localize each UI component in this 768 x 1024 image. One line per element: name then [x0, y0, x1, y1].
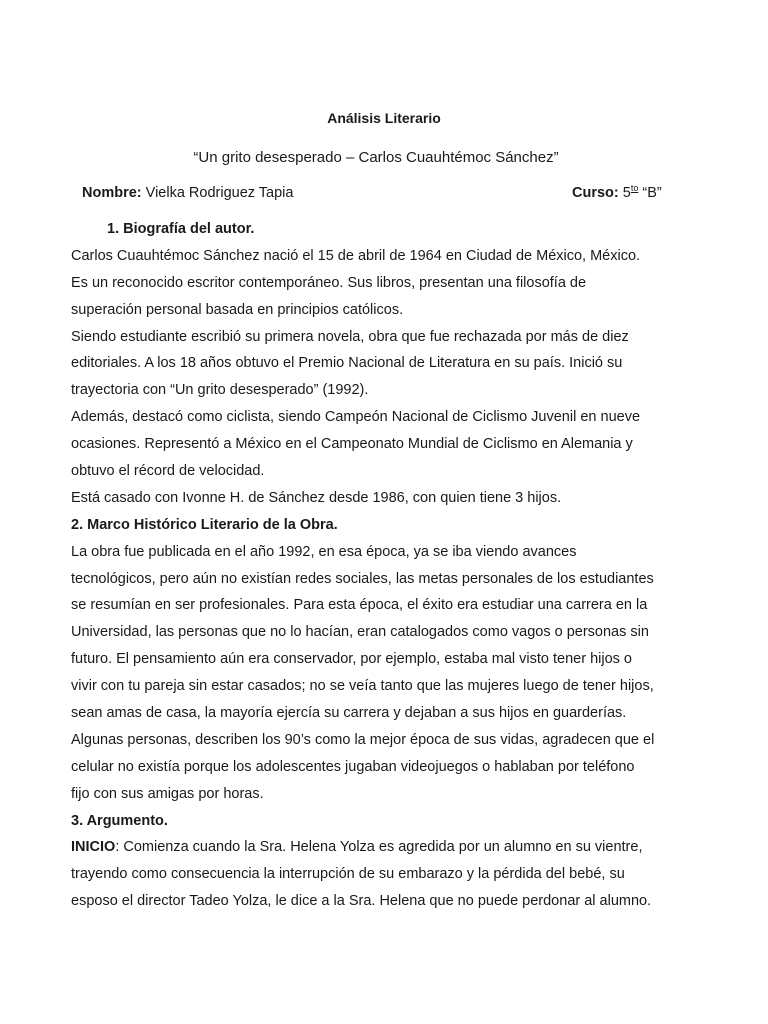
body-line: trayendo como consecuencia la interrupción de su embarazo y la pérdida del bebé, su [71, 866, 625, 883]
body-line: futuro. El pensamiento aún era conservador, por ejemplo, estaba mal visto tener hijos o [71, 651, 632, 668]
section-heading: 1. Biografía del autor. [107, 221, 255, 237]
body-line: fijo con sus amigas por horas. [71, 785, 264, 802]
body-line: se resumían en ser profesionales. Para esta época, el éxito era estudiar una carrera en la [71, 597, 648, 614]
body-line: tecnológicos, pero aún no existían redes sociales, las metas personales de los estudiantes [71, 570, 654, 587]
body-line: Universidad, las personas que no lo hacían, eran catalogados como vagos o personas sin [71, 624, 649, 641]
course-superscript: to [630, 183, 639, 193]
document-title: Análisis Literario [327, 110, 441, 126]
body-line: Carlos Cuauhtémoc Sánchez nació el 15 de abril de 1964 en Ciudad de México, México. [71, 247, 641, 264]
course-group: “B” [638, 185, 662, 201]
body-line: Está casado con Ivonne H. de Sánchez desde 1986, con quien tiene 3 hijos. [71, 489, 562, 506]
document-subtitle: “Un grito desesperado – Carlos Cuauhtémoc Sánchez” [193, 149, 559, 166]
body-line: esposo el director Tadeo Yolza, le dice a la Sra. Helena que no puede perdonar al alumno. [71, 893, 652, 910]
student-course [572, 185, 662, 201]
course-number: 5 [618, 185, 631, 201]
body-line: trayectoria con “Un grito desesperado” (1992). [71, 382, 369, 399]
body-line: superación personal basada en principios católicos. [71, 301, 404, 318]
body-line: Es un reconocido escritor contemporáneo. Sus libros, presentan una filosofía de [71, 274, 587, 291]
body-line-text: : Comienza cuando la Sra. Helena Yolza es agredida por un alumno en su vientre, [115, 839, 643, 856]
student-name-value: Vielka Rodriguez Tapia [141, 185, 294, 201]
section-heading: 3. Argumento. [71, 812, 168, 829]
body-line: obtuvo el récord de velocidad. [71, 463, 265, 480]
body-line: editoriales. A los 18 años obtuvo el Premio Nacional de Literatura en su país. Inició su [71, 355, 623, 372]
body-line: ocasiones. Representó a México en el Campeonato Mundial de Ciclismo en Alemania y [71, 436, 633, 453]
body-line [71, 834, 711, 861]
body-line: celular no existía porque los adolescentes jugaban videojuegos o hablaban por teléfono [71, 758, 635, 775]
body-line: vivir con tu pareja sin estar casados; no se veía tanto que las mujeres luego de tener hijos, [71, 678, 654, 695]
body-line: sean amas de casa, la mayoría ejercía su carrera y dejaban a sus hijos en guarderías. [71, 705, 627, 722]
course-label: Curso: [572, 185, 619, 201]
section-heading: 2. Marco Histórico Literario de la Obra. [71, 516, 338, 533]
student-name [82, 185, 293, 201]
body-line: Siendo estudiante escribió su primera novela, obra que fue rechazada por más de diez [71, 328, 629, 345]
section-lead: INICIO [71, 839, 116, 856]
document-body [71, 216, 711, 915]
body-line: Además, destacó como ciclista, siendo Campeón Nacional de Ciclismo Juvenil en nueve [71, 409, 641, 426]
body-line: La obra fue publicada en el año 1992, en esa época, ya se iba viendo avances [71, 543, 577, 560]
student-name-label: Nombre: [82, 185, 142, 201]
body-line: Algunas personas, describen los 90’s como la mejor época de sus vidas, agradecen que el [71, 731, 655, 748]
